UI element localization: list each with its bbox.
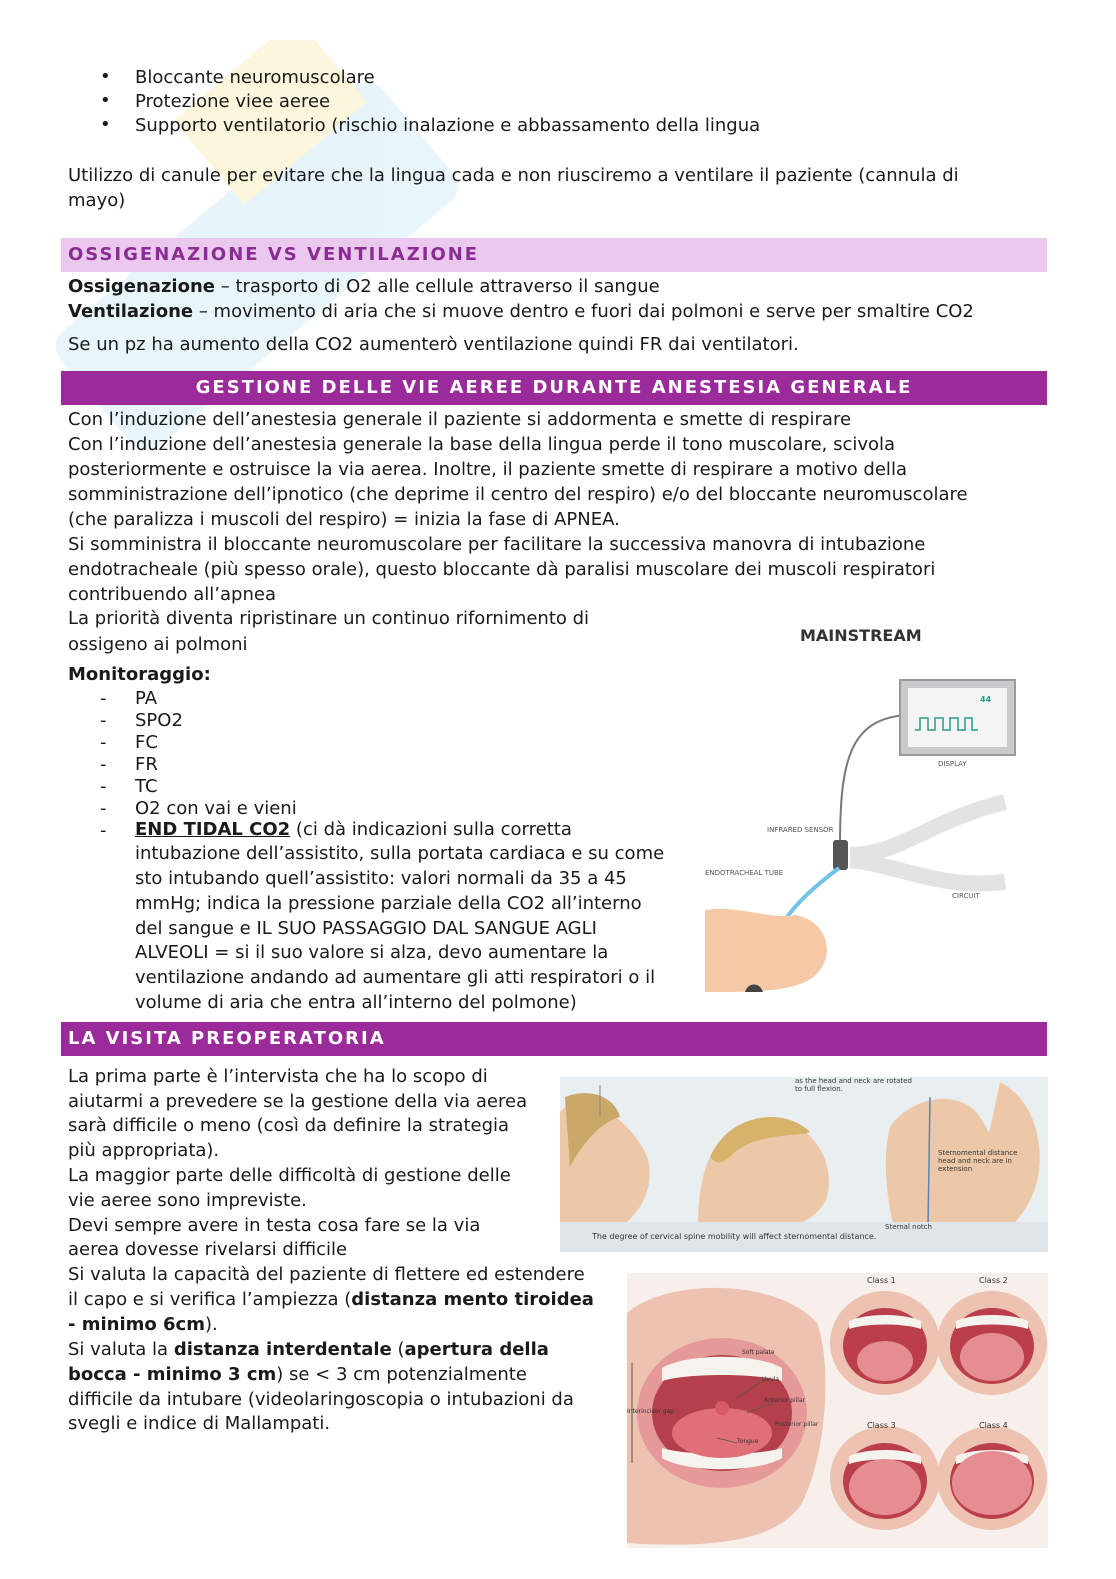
class-1-label: Class 1 [867, 1276, 896, 1285]
class-2-label: Class 2 [979, 1276, 1008, 1285]
monitoring-item: PA [135, 688, 158, 709]
preop-line: difficile da intubare (videolaringoscopia o intubazioni da [68, 1389, 574, 1410]
monitoring-item: TC [135, 776, 158, 797]
etco2-line: intubazione dell’assistito, sulla portata cardiaca e su come [135, 843, 665, 864]
etco2-line: sto intubando quell’assistito: valori normali da 35 a 45 [135, 868, 627, 889]
monitoring-item: FC [135, 732, 158, 753]
chin-text: il capo e si verifica l’ampiezza ( [68, 1289, 352, 1310]
anesthesia-line: posteriormente e ostruisce la via aerea. Inoltre, il paziente smette di respirare a motivo della [68, 459, 907, 480]
preop-line: aerea dovesse rivelarsi difficile [68, 1239, 348, 1260]
tongue-label: Tongue [737, 1438, 759, 1445]
monitoring-item: FR [135, 754, 158, 775]
circuit-label: CIRCUIT [952, 892, 980, 900]
section-visita-header: LA VISITA PREOPERATORIA [61, 1022, 1047, 1056]
mainstream-diagram [700, 620, 1030, 995]
preop-line: più appropriata). [68, 1140, 220, 1161]
preop-line: aiutarmi a prevedere se la gestione della via aerea [68, 1091, 528, 1112]
etco2-item [135, 818, 572, 842]
preop-line-3cm [68, 1362, 527, 1387]
section-gestione-header: GESTIONE DELLE VIE AEREE DURANTE ANESTESIA GENERALE [61, 371, 1047, 405]
etco2-term: END TIDAL CO2 [135, 819, 291, 840]
min-end: ). [205, 1314, 218, 1335]
neck-top-label: as the head and neck are rotated to full flexion. [795, 1077, 912, 1093]
anesthesia-line: (che paralizza i muscoli del respiro) = inizia la fase di APNEA. [68, 509, 620, 530]
min-6cm: - minimo 6cm [68, 1314, 205, 1335]
etco2-first: (ci dà indicazioni sulla corretta [290, 819, 572, 840]
preop-line: Si valuta la capacità del paziente di flettere ed estendere [68, 1264, 585, 1285]
preop-line: svegli e indice di Mallampati. [68, 1413, 331, 1434]
intro-line-2: mayo) [68, 190, 126, 211]
monitoring-item: SPO2 [135, 710, 183, 731]
preop-line: Devi sempre avere in testa cosa fare se la via [68, 1215, 481, 1236]
preop-line-chin [68, 1287, 594, 1312]
neck-side-label: Sternomental distance head and neck are in extension [938, 1149, 1018, 1173]
ventilation-term: Ventilazione [68, 301, 194, 322]
posterior-pillar-label: Posterior pillar [775, 1421, 819, 1428]
monitoring-title: Monitoraggio: [68, 664, 211, 685]
anesthesia-line: Con l’induzione dell’anestesia generale il paziente si addormenta e smette di respirare [68, 409, 852, 430]
ventilation-text: – movimento di aria che si muove dentro e fuori dai polmoni e serve per smaltire CO2 [193, 301, 974, 322]
section-ossigenazione-header: OSSIGENAZIONE VS VENTILAZIONE [61, 238, 1047, 272]
preop-line: La prima parte è l’intervista che ha lo scopo di [68, 1066, 488, 1087]
preop-line-interdental [68, 1337, 549, 1362]
top-bullet-1: Bloccante neuromuscolare [135, 67, 375, 88]
anesthesia-line: La priorità diventa ripristinare un continuo rifornimento di [68, 608, 590, 629]
min-3cm: bocca - minimo 3 cm [68, 1364, 277, 1385]
class-3-label: Class 3 [867, 1421, 896, 1430]
etco2-line: volume di aria che entra all’interno del polmone) [135, 992, 577, 1013]
interincisor-label: Interincisor gap [627, 1408, 674, 1415]
preop-line-min [68, 1312, 218, 1337]
diagram-title: MAINSTREAM [800, 626, 922, 645]
anesthesia-line: ossigeno ai polmoni [68, 634, 248, 655]
oxygenation-term: Ossigenazione [68, 276, 215, 297]
ventilation-definition [68, 299, 974, 324]
bullet-dot: • [100, 90, 111, 111]
neck-caption: The degree of cervical spine mobility will affect sternomental distance. [592, 1232, 877, 1241]
oxygenation-definition [68, 274, 660, 299]
display-label: DISPLAY [938, 760, 967, 768]
soft-palate-label: Soft palate [742, 1349, 775, 1356]
tube-label: ENDOTRACHEAL TUBE [705, 869, 784, 877]
monitoring-dashes: - - - - - - - [100, 688, 107, 841]
top-bullet-3: Supporto ventilatorio (rischio inalazione e abbassamento della lingua [135, 115, 761, 136]
min-3cm-text: ) se < 3 cm potenzialmente [276, 1364, 527, 1385]
anterior-pillar-label: Anterior pillar [764, 1397, 806, 1404]
anesthesia-line: contribuendo all’apnea [68, 584, 276, 605]
monitoring-item: O2 con vai e vieni [135, 798, 297, 819]
preop-line: sarà difficile o meno (così da definire la strategia [68, 1115, 510, 1136]
intro-line-1: Utilizzo di canule per evitare che la lingua cada e non riusciremo a ventilare il paziente (cannula di [68, 165, 959, 186]
sensor-label: INFRARED SENSOR [767, 826, 834, 834]
bullet-dot: • [100, 66, 111, 87]
preop-line: vie aeree sono impreviste. [68, 1190, 307, 1211]
bullet-dot: • [100, 114, 111, 135]
chin-term: distanza mento tiroidea [351, 1289, 594, 1310]
interdental-term: distanza interdentale [173, 1339, 392, 1360]
screen-value: 44 [980, 695, 992, 704]
uvula-label: Uvula [762, 1376, 780, 1383]
preop-line: La maggior parte delle difficoltà di gestione delle [68, 1165, 511, 1186]
etco2-line: ventilazione andando ad aumentare gli atti respiratori o il [135, 967, 656, 988]
anesthesia-line: Con l’induzione dell’anestesia generale la base della lingua perde il tono muscolare, scivola [68, 434, 896, 455]
anesthesia-line: endotracheale (più spesso orale), questo bloccante dà paralisi muscolare dei muscoli respiratori [68, 559, 936, 580]
etco2-line: ALVEOLI = si il suo valore si alza, devo aumentare la [135, 942, 609, 963]
class-4-label: Class 4 [979, 1421, 1008, 1430]
interdental-paren: ( [391, 1339, 405, 1360]
sternal-notch-label: Sternal notch [885, 1223, 932, 1231]
monitoring-list [135, 688, 297, 820]
top-bullet-2: Protezione viee aeree [135, 91, 331, 112]
co2-note: Se un pz ha aumento della CO2 aumenterò ventilazione quindi FR dai ventilatori. [68, 334, 799, 355]
anesthesia-line: Si somministra il bloccante neuromuscolare per facilitare la successiva manovra di intubazione [68, 534, 926, 555]
etco2-line: mmHg; indica la pressione parziale della CO2 all’interno [135, 893, 642, 914]
neck-mobility-illustration [560, 1077, 1048, 1252]
oxygenation-text: – trasporto di O2 alle cellule attraverso il sangue [215, 276, 660, 297]
anesthesia-line: somministrazione dell’ipnotico (che deprime il centro del respiro) e/o del bloccante neuromuscolare [68, 484, 968, 505]
interdental-text: Si valuta la [68, 1339, 174, 1360]
mouth-opening-term: apertura della [404, 1339, 549, 1360]
mallampati-illustration [627, 1273, 1048, 1548]
etco2-line: del sangue e IL SUO PASSAGGIO DAL SANGUE AGLI [135, 918, 597, 939]
